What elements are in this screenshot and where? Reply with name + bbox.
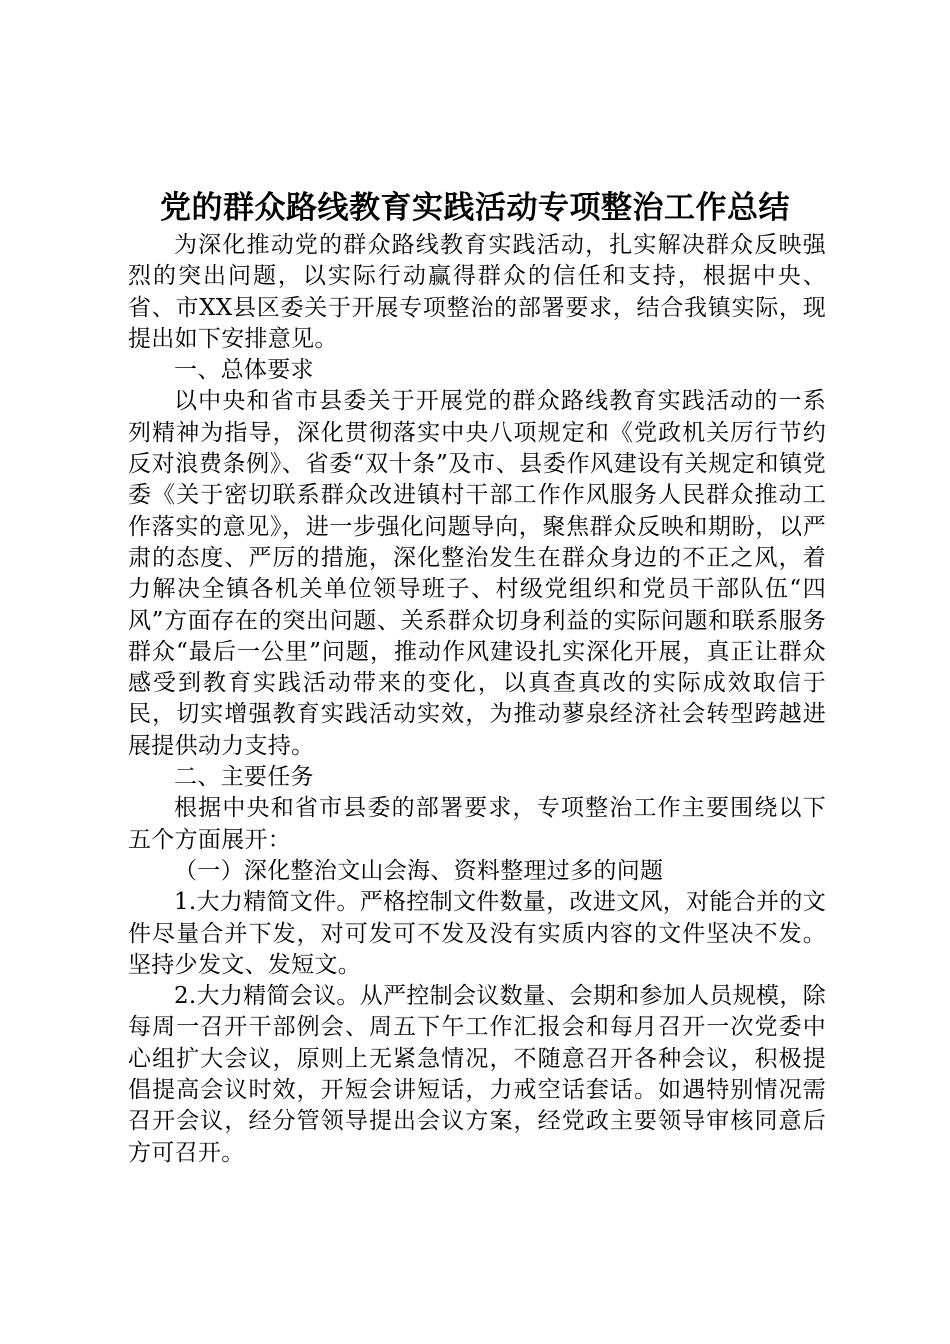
section-heading-main-tasks: 二、主要任务 [174, 764, 314, 791]
general-requirements-paragraph: 以中央和省市县委关于开展党的群众路线教育实践活动的一系列精神为指导，深化贯彻落实中央八项规定和《党政机关厉行节约反对浪费条例》、省委“双十条”及市、县委作风建设有关规定和镇党委《关于密切联系群众改进镇村干部工作作风服务人民群众推动工作落实的意见》，进一步强化问题导向，聚焦群众反映和期盼，以严肃的态度、严厉的措施，深化整治发生在群众身边的不正之风，着力解决全镇各机关单位领导班子、村级党组织和党员干部队伍“四风”方面存在的突出问题、关系群众切身利益的实际问题和联系服务群众“最后一公里”问题，推动作风建设扎实深化开展，真正让群众感受到教育实践活动带来的变化，以真查真改的实际成效取信于民，切实增强教育实践活动实效，为推动蓼泉经济社会转型跨越进展提供动力支持。 [128, 388, 826, 759]
item-streamline-documents: 1.大力精简文件。严格控制文件数量，改进文风，对能合并的文件尽量合并下发，对可发可不发及没有实质内容的文件坚决不发。坚持少发文、发短文。 [128, 889, 826, 978]
subsection-heading-1: （一）深化整治文山会海、资料整理过多的问题 [174, 857, 664, 884]
item-streamline-meetings: 2.大力精简会议。从严控制会议数量、会期和参加人员规模，除每周一召开干部例会、周五下午工作汇报会和每月召开一次党委中心组扩大会议，原则上无紧急情况，不随意召开各种会议，积极提倡提高会议时效，开短会讲短话，力戒空话套话。如遇特别情况需召开会议，经分管领导提出会议方案，经党政主要领导审核同意后方可召开。 [128, 983, 826, 1166]
document-title: 党的群众路线教育实践活动专项整治工作总结 [160, 190, 790, 226]
document-body [128, 230, 826, 1169]
section-heading-general-requirements: 一、总体要求 [174, 357, 314, 384]
intro-paragraph: 为深化推动党的群众路线教育实践活动，扎实解决群众反映强烈的突出问题，以实际行动赢得群众的信任和支持，根据中央、省、市XX县区委关于开展专项整治的部署要求，结合我镇实际，现提出如下安排意见。 [128, 232, 826, 352]
main-tasks-paragraph: 根据中央和省市县委的部署要求，专项整治工作主要围绕以下五个方面展开： [128, 795, 826, 853]
